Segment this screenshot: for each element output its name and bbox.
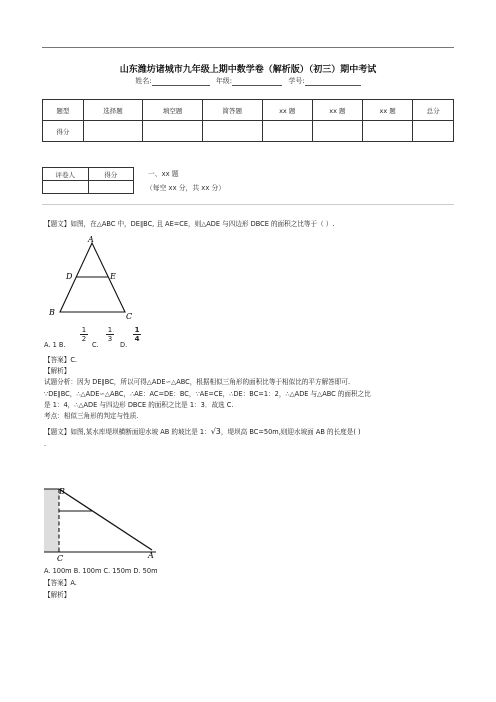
score-cell: 填空题 xyxy=(143,100,203,121)
q1-triangle-figure xyxy=(46,234,136,320)
option-d-fraction xyxy=(133,326,141,344)
score-cell: 选择题 xyxy=(83,100,143,121)
q2-options: A. 100m B. 100m C. 150m D. 50m xyxy=(44,567,158,575)
option-c-fraction xyxy=(106,326,114,344)
option-c-prefix: C. xyxy=(92,341,99,349)
label-e: E xyxy=(110,272,116,281)
q1-analysis-title: 【解析】 xyxy=(44,367,71,375)
class-field[interactable] xyxy=(232,77,282,86)
q2-analysis-title: 【解析】 xyxy=(44,591,71,599)
q1-analysis-line: 考点：相似三角形的判定与性质. xyxy=(44,412,139,420)
frac-den: 4 xyxy=(134,335,140,343)
q2-stem xyxy=(44,426,361,438)
score-input-cell[interactable] xyxy=(83,121,143,142)
top-rule xyxy=(42,47,454,48)
class-label: 年级: xyxy=(215,77,233,85)
label-c: C xyxy=(126,312,133,320)
score-input-cell[interactable] xyxy=(312,121,362,142)
label-d: D xyxy=(66,272,73,281)
section-divider xyxy=(42,204,454,205)
number-label: 学号: xyxy=(288,77,305,85)
exam-title: 山东潍坊诸城市九年级上期中数学卷（解析版）（初三）期中考试 xyxy=(119,65,377,75)
score-cell: xx 题 xyxy=(363,100,413,121)
label-b: B xyxy=(49,308,55,317)
score-input-cell[interactable] xyxy=(363,121,413,142)
score-table-header-row xyxy=(43,100,454,121)
q2-dam-figure xyxy=(44,484,166,564)
score-table xyxy=(42,99,454,142)
q2-sqrt: √3 xyxy=(210,427,221,436)
q2-stem-pre: 【题文】如图,某水库堤坝横断面迎水坡 AB 的坡比是 1： xyxy=(44,428,211,436)
number-field[interactable] xyxy=(305,77,361,86)
option-d-prefix: D. xyxy=(120,341,128,349)
label-b: B xyxy=(59,487,65,496)
student-info-line xyxy=(0,76,496,86)
score-cell: xx 题 xyxy=(262,100,312,121)
label-a: A xyxy=(88,235,94,244)
grader-input-cell[interactable] xyxy=(43,181,89,194)
label-a: A xyxy=(148,551,154,560)
score-input-cell[interactable] xyxy=(143,121,203,142)
score-cell: 总分 xyxy=(413,100,454,121)
option-b-fraction xyxy=(80,326,88,344)
score-input-cell[interactable] xyxy=(413,121,454,142)
frac-num: 1 xyxy=(81,326,87,334)
q1-options xyxy=(44,340,66,351)
q2-dot: . xyxy=(44,440,47,448)
frac-den: 3 xyxy=(107,335,113,343)
score-cell: xx 题 xyxy=(312,100,362,121)
score-table-score-row xyxy=(43,121,454,142)
score-cell: 简答题 xyxy=(202,100,262,121)
q1-analysis-line: 是 1：4，∴△ADE 与四边形 DBCE 的面积之比是 1：3．故选 C. xyxy=(44,401,234,409)
frac-num: 1 xyxy=(134,326,140,334)
score-cell: 题型 xyxy=(43,100,84,121)
frac-den: 2 xyxy=(81,335,87,343)
q1-analysis-line: 试题分析：因为 DE∥BC，所以可得△ADE∽△ABC，根据相似三角形的面积比等于相似比的平方解答即可. xyxy=(44,378,351,386)
q2-stem-post: ，堤坝高 BC=50m,则迎水坡面 AB 的长度是( ) xyxy=(220,428,361,436)
option-a-b-prefix: A. 1 B. xyxy=(44,341,66,349)
score-row-label: 得分 xyxy=(43,121,84,142)
name-label: 姓名: xyxy=(135,77,152,85)
frac-num: 1 xyxy=(107,326,113,334)
q2-answer: 【答案】A. xyxy=(44,579,77,587)
label-c: C xyxy=(57,554,64,563)
q1-stem: 【题文】如图，在△ABC 中，DE∥BC, 且 AE=CE，则△ADE 与四边形 DBCE 的面积之比等于（ ）. xyxy=(44,220,335,228)
score-input-cell[interactable] xyxy=(202,121,262,142)
grader-score-cell[interactable] xyxy=(88,181,134,194)
grader-header: 评卷人 xyxy=(43,168,89,181)
grader-score-header: 得分 xyxy=(88,168,134,181)
name-field[interactable] xyxy=(152,77,210,86)
section-title: 一、xx 题 xyxy=(148,170,179,178)
grader-table xyxy=(42,167,134,194)
q1-answer: 【答案】C. xyxy=(44,356,78,364)
q1-analysis-line: ∵DE∥BC，∴△ADE∽△ABC，∴AE：AC=DE：BC，∵AE=CE，∴DE：BC=1：2，∴△ADE 与△ABC 的面积之比 xyxy=(44,390,371,398)
score-input-cell[interactable] xyxy=(262,121,312,142)
section-note: （每空 xx 分，共 xx 分） xyxy=(146,184,226,192)
